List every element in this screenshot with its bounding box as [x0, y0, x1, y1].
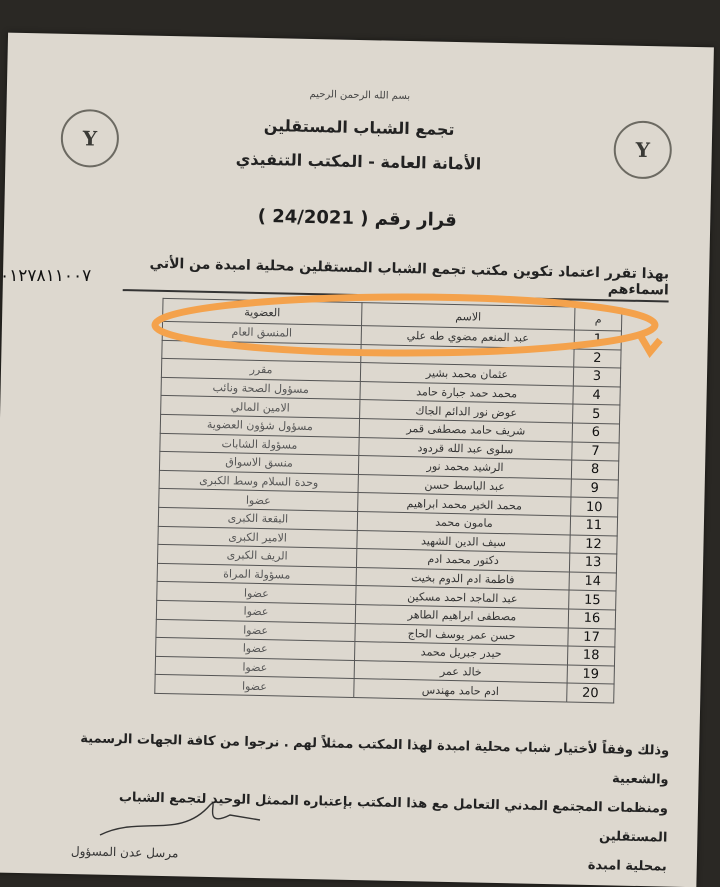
closing-line: وذلك وفقاً لأختيار شباب محلية امبدة لهذا المكتب ممثلاً لهم . نرجوا من كافة الجهات الرسمية والشعبية: [80, 731, 670, 788]
cell-role: عضوا: [157, 582, 356, 605]
cell-num: 14: [569, 572, 616, 592]
cell-name: الرشيد محمد نور: [358, 456, 571, 479]
cell-name: خالد عمر: [354, 660, 567, 683]
cell-name: ادم حامد مهندس: [354, 679, 567, 702]
cell-name: شريف حامد مصطفى قمر: [359, 419, 572, 442]
cell-num: 2: [574, 349, 621, 369]
cell-name: عبد الباسط حسن: [358, 474, 571, 497]
cell-role: عضوا: [156, 600, 355, 623]
cell-role: عضوا: [155, 675, 354, 698]
decision-title: قرار رقم ( 24/2021 ): [257, 205, 457, 232]
cell-role: الامير الكبرى: [158, 526, 357, 549]
cell-num: 20: [567, 683, 614, 703]
cell-role: مقرر: [161, 359, 360, 382]
cell-num: 8: [571, 460, 618, 480]
cell-name: عبد المنعم مضوي طه علي: [361, 326, 574, 349]
department-name: الأمانة العامة - المكتب التنفيذي: [235, 149, 482, 174]
cell-role: مسؤولة المراة: [157, 563, 356, 586]
cell-num: 10: [571, 497, 618, 517]
cell-role: منسق الاسواق: [159, 452, 358, 475]
cell-num: 9: [571, 479, 618, 499]
intro-text: بهذا تقرر اعتماد تكوين مكتب تجمع الشباب المستقلين محلية امبدة من الأتي اسماءهم: [123, 255, 670, 302]
cell-num: 7: [572, 442, 619, 462]
cell-num: 4: [573, 386, 620, 406]
cell-name: حسن عمر يوسف الحاج: [355, 623, 568, 646]
cell-name: فاطمة ادم الدوم بخيت: [356, 567, 569, 590]
cell-num: 5: [573, 404, 620, 424]
cell-role: مسؤول شؤون العضوية: [160, 414, 359, 437]
cell-role: عضوا: [155, 656, 354, 679]
cell-num: 6: [572, 423, 619, 443]
header-num: م: [574, 307, 621, 331]
cell-num: 13: [569, 553, 616, 573]
cell-role: المنسق العام: [162, 321, 361, 344]
cell-num: 3: [573, 367, 620, 387]
cell-num: 16: [568, 609, 615, 629]
cell-name: دكتور محمد ادم: [356, 549, 569, 572]
org-name: تجمع الشباب المستقلين: [263, 115, 455, 139]
cell-role: وحدة السلام وسط الكبرى: [159, 470, 358, 493]
basmala: بسم الله الرحمن الرحيم: [309, 88, 411, 103]
cell-name: محمد الخير محمد ابراهيم: [358, 493, 571, 516]
cell-role: مسؤول الصحة ونائب: [161, 377, 360, 400]
org-logo-right: Y: [613, 120, 672, 179]
handwritten-phone-number: ٠١٢٧٨١١٠٠٧: [0, 266, 92, 286]
cell-num: 12: [570, 535, 617, 555]
header-role: العضوية: [163, 298, 362, 325]
cell-num: 19: [567, 665, 614, 685]
cell-name: سيف الدين الشهيد: [357, 530, 570, 553]
org-logo-left: Y: [60, 109, 119, 168]
cell-num: 11: [570, 516, 617, 536]
cell-role: البقعة الكبرى: [158, 507, 357, 530]
cell-num: 17: [568, 627, 615, 647]
cell-num: 15: [569, 590, 616, 610]
cell-num: 1: [574, 330, 621, 350]
cell-num: 18: [567, 646, 614, 666]
cell-name: مامون محمد: [357, 511, 570, 534]
cell-name: عثمان محمد بشير: [360, 363, 573, 386]
cell-role: الريف الكبرى: [158, 544, 357, 567]
cell-role: عضوا: [156, 619, 355, 642]
cell-role: عضوا: [156, 637, 355, 660]
cell-name: محمد حمد جبارة حامد: [360, 381, 573, 404]
cell-name: مصطفى ابراهيم الطاهر: [355, 604, 568, 627]
cell-role: مسؤولة الشابات: [160, 433, 359, 456]
cell-name: عبد الماجد احمد مسكين: [356, 586, 569, 609]
cell-name: سلوى عبد الله قردود: [359, 437, 572, 460]
header-name: الاسم: [362, 303, 575, 330]
cell-role: عضوا: [159, 489, 358, 512]
closing-line: ومنظمات المجتمع المدني التعامل مع هذا المكتب بإعتباره الممثل الوحيد لتجمع الشباب المستقلين: [118, 790, 669, 846]
signer-name: مرسل عدن المسؤول: [70, 844, 179, 861]
cell-role: الامين المالي: [161, 396, 360, 419]
document-page: [0, 33, 714, 887]
members-table: [154, 298, 622, 703]
closing-line: بمحلية امبدة: [587, 857, 667, 875]
cell-name: حيدر جبريل محمد: [355, 642, 568, 665]
letterhead: [5, 53, 713, 188]
cell-name: عوض نور الدائم الجاك: [360, 400, 573, 423]
